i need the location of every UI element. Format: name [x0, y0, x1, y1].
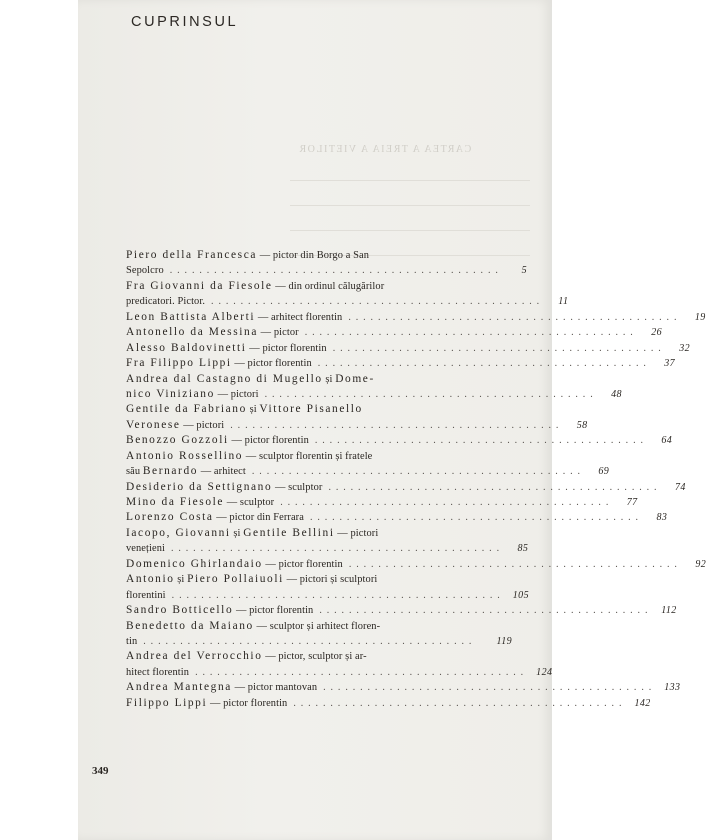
page-number: 26 — [651, 327, 663, 339]
toc-line-text — [126, 510, 304, 525]
page-number: 105 — [512, 589, 529, 601]
artist-name: Andrea del Verrocchio — [126, 650, 263, 663]
artist-description: — pictor florentin — [246, 342, 327, 354]
toc-entry — [126, 325, 663, 340]
toc-line-text — [126, 541, 165, 556]
artist-description: venețieni — [126, 543, 165, 555]
page-number: 48 — [611, 388, 622, 400]
page-title: CUPRINSUL — [131, 14, 239, 30]
dot-leader: . . . . . . . . . . . . . . . . . . . . . . . . . . . . . . . . . . . . . . . . . . . . . — [143, 635, 473, 647]
toc-line-text — [126, 372, 375, 387]
toc-entry — [126, 510, 668, 525]
dot-leader: . . . . . . . . . . . . . . . . . . . . . . . . . . . . . . . . . . . . . . . . . . . . . — [251, 466, 582, 478]
toc-line — [126, 464, 610, 479]
toc-line-text — [126, 341, 327, 356]
artist-description: — pictori și sculptori — [283, 574, 378, 586]
artist-description: — sculptor — [272, 481, 323, 493]
toc-entry — [126, 310, 706, 325]
page-number: 112 — [661, 605, 677, 617]
artist-name: Antonio — [126, 573, 175, 586]
dot-leader: . . . . . . . . . . . . . . . . . . . . . . . . . . . . . . . . . . . . . . . . . . . . . — [170, 543, 501, 555]
toc-entry — [126, 372, 622, 403]
toc-line-text — [126, 310, 342, 325]
artist-name: Desiderio da Settignano — [126, 480, 273, 493]
artist-name: Benedetto da Maiano — [126, 619, 254, 632]
artist-description: — pictor, sculptor și ar- — [262, 651, 367, 663]
dot-leader: . . . . . . . . . . . . . . . . . . . . . . . . . . . . . . . . . . . . . . . . . . . . . — [317, 358, 648, 370]
toc-line-text — [126, 294, 205, 309]
artist-name: Fra Giovanni da Fiesole — [126, 279, 273, 292]
dot-leader: . . . . . . . . . . . . . . . . . . . . . . . . . . . . . . . . . . . . . . . . . . . . . — [169, 265, 500, 277]
artist-name: Gentile Bellini — [243, 526, 335, 539]
dot-leader: . . . . . . . . . . . . . . . . . . . . . . . . . . . . . . . . . . . . . . . . . . . . . — [293, 697, 623, 709]
artist-description: — sculptor și arhitect floren- — [253, 620, 381, 632]
toc-line — [126, 341, 690, 356]
folio-number: 349 — [92, 765, 109, 777]
toc-line — [126, 402, 512, 417]
dot-leader: . . . . . . . . . . . . . . . . . . . . . . . . . . . . . . . . . . . . . . . . . . . . . — [304, 327, 635, 339]
toc-line — [126, 680, 681, 695]
artist-description: hitect florentin — [126, 666, 190, 678]
dot-leader: . . . . . . . . . . . . . . . . . . . . . . . . . . . . . . . . . . . . . . . . . . . . . — [309, 512, 640, 524]
toc-line-text — [126, 480, 322, 495]
toc-line-text — [126, 433, 309, 448]
page-number: 124 — [536, 666, 553, 678]
artist-description: — pictor — [257, 327, 299, 339]
toc-entry — [126, 603, 677, 618]
toc-line-text — [126, 263, 164, 278]
artist-name: nico Viniziano — [126, 387, 215, 400]
toc-line-text — [126, 449, 372, 464]
artist-description: predicatori. Pictor. — [126, 296, 206, 308]
artist-name: Vittore Pisanello — [259, 403, 363, 416]
page-number: 83 — [656, 512, 668, 524]
toc-line — [126, 263, 528, 278]
dot-leader: . . . . . . . . . . . . . . . . . . . . . . . . . . . . . . . . . . . . . . . . . . . . . — [195, 666, 525, 678]
artist-description: — arhitect — [198, 466, 246, 478]
toc-line-text — [126, 619, 380, 634]
toc-entry — [126, 449, 610, 480]
dot-leader: . . . . . . . . . . . . . . . . . . . . . . . . . . . . . . . . . . . . . . . . . . . . . — [280, 497, 610, 508]
toc-line-text — [126, 603, 313, 618]
toc-line-text — [126, 526, 378, 541]
artist-name: Veronese — [126, 418, 181, 431]
dot-leader: . . . . . . . . . . . . . . . . . . . . . . . . . . . . . . . . . . . . . . . . . . . . . — [319, 605, 649, 617]
toc-line — [126, 526, 512, 541]
page-number: 77 — [626, 497, 638, 508]
artist-description: — arhitect florentin — [255, 311, 343, 323]
toc-line-text — [126, 387, 259, 402]
page-number: 5 — [521, 265, 528, 277]
page-number: 37 — [664, 358, 676, 370]
toc-entry — [126, 480, 686, 495]
toc-line — [126, 572, 512, 587]
toc-line — [126, 510, 668, 525]
toc-entry — [126, 680, 681, 695]
artist-description: — pictori — [180, 419, 225, 431]
toc-line — [126, 387, 622, 402]
toc-line-text — [126, 279, 384, 294]
page-number: 74 — [674, 481, 686, 493]
toc-line-text — [126, 495, 274, 510]
toc-line-text — [126, 402, 363, 417]
toc-entry — [126, 696, 651, 711]
page-number: 11 — [558, 296, 569, 308]
artist-name: Iacopo, Giovanni — [126, 526, 231, 539]
artist-name: Piero della Francesca — [126, 249, 258, 261]
toc-line-text — [126, 634, 137, 649]
artist-description: — pictor florentin — [231, 358, 312, 370]
artist-description: și — [322, 373, 336, 385]
dot-leader: . . . . . . . . . . . . . . . . . . . . . . . . . . . . . . . . . . . . . . . . . . . . . — [314, 435, 645, 447]
artist-description: — sculptor florentin și fratele — [243, 450, 373, 462]
dot-leader: . . . . . . . . . . . . . . . . . . . . . . . . . . . . . . . . . . . . . . . . . . . . . — [328, 481, 658, 493]
toc-line — [126, 634, 512, 649]
dot-leader: . . . . . . . . . . . . . . . . . . . . . . . . . . . . . . . . . . . . . . . . . . . . . — [230, 419, 560, 431]
artist-description: florentini — [126, 589, 166, 601]
page-number: 119 — [496, 635, 512, 647]
toc-line — [126, 279, 512, 294]
toc-entry — [126, 402, 588, 433]
toc-line — [126, 372, 512, 387]
toc-line-text — [126, 680, 317, 695]
toc-line — [126, 248, 512, 263]
toc-line — [126, 480, 686, 495]
toc-entry — [126, 557, 706, 572]
bleed-through-text: CARTEA A TREIA A VIETILOR — [298, 144, 472, 155]
artist-name: Andrea Mantegna — [126, 681, 232, 694]
toc-line-text — [126, 248, 369, 263]
artist-name: Antonio Rossellino — [126, 449, 244, 462]
artist-description: — sculptor — [224, 497, 275, 508]
artist-name: Sandro Botticello — [126, 604, 234, 617]
artist-description: — pictor florentin — [262, 558, 343, 570]
toc-line — [126, 649, 512, 664]
artist-name: Domenico Ghirlandaio — [126, 557, 263, 570]
toc-line — [126, 325, 663, 340]
artist-name: Dome- — [335, 372, 375, 385]
toc-entry — [126, 356, 676, 371]
dot-leader: . . . . . . . . . . . . . . . . . . . . . . . . . . . . . . . . . . . . . . . . . . . . . — [264, 388, 594, 400]
toc-line — [126, 588, 529, 603]
toc-entry — [126, 619, 512, 650]
toc-line — [126, 310, 706, 325]
artist-description: — pictor din Ferrara — [213, 512, 304, 524]
toc-entry — [126, 649, 553, 680]
artist-description: și — [174, 574, 188, 586]
artist-name: Benozzo Gozzoli — [126, 434, 229, 447]
toc-line — [126, 294, 569, 309]
toc-entry — [126, 572, 529, 603]
dot-leader: . . . . . . . . . . . . . . . . . . . . . . . . . . . . . . . . . . . . . . . . . . . . . — [323, 682, 653, 694]
artist-name: Alesso Baldovinetti — [126, 341, 247, 354]
toc-line — [126, 619, 512, 634]
dot-leader: . . . . . . . . . . . . . . . . . . . . . . . . . . . . . . . . . . . . . . . . . . . . . — [348, 558, 679, 570]
toc-line — [126, 418, 588, 433]
artist-name: Piero Pollaiuoli — [187, 573, 284, 586]
toc-line-text — [126, 356, 312, 371]
artist-name: Lorenzo Costa — [126, 511, 214, 524]
toc-line — [126, 541, 529, 556]
artist-description: și — [230, 527, 244, 539]
toc-entry — [126, 433, 673, 448]
dot-leader: . . . . . . . . . . . . . . . . . . . . . . . . . . . . . . . . . . . . . . . . . . . . . — [332, 342, 662, 354]
toc-line — [126, 603, 677, 618]
page-number: 69 — [598, 466, 610, 478]
artist-description: — pictor mantovan — [231, 682, 318, 694]
artist-description: Sepolcro — [126, 265, 164, 277]
toc-line-text — [126, 464, 246, 479]
artist-name: Filippo Lippi — [126, 696, 208, 709]
toc-line — [126, 495, 638, 510]
artist-name: Gentile da Fabriano — [126, 403, 247, 416]
artist-name: Fra Filippo Lippi — [126, 357, 232, 370]
page-number: 64 — [661, 435, 673, 447]
toc-line — [126, 356, 676, 371]
toc-line-text — [126, 418, 224, 433]
page-number: 92 — [695, 558, 706, 570]
artist-description: și — [246, 404, 260, 416]
artist-description: — pictori — [334, 527, 379, 539]
artist-description: — pictori — [214, 388, 259, 400]
toc-entry — [126, 248, 528, 279]
toc-line-text — [126, 588, 166, 603]
toc-line — [126, 665, 553, 680]
page-number: 32 — [679, 342, 690, 354]
page-number: 133 — [664, 682, 681, 694]
toc-line — [126, 433, 673, 448]
toc-line-text — [126, 665, 189, 680]
artist-description: tin — [126, 635, 138, 647]
dot-leader: . . . . . . . . . . . . . . . . . . . . . . . . . . . . . . . . . . . . . . . . . . . . . — [171, 589, 501, 601]
page-number: 19 — [694, 311, 706, 323]
artist-name: Antonello da Messina — [126, 326, 258, 339]
artist-description: său — [126, 466, 143, 478]
artist-description: — din ordinul călugărilor — [272, 280, 385, 292]
artist-name: Andrea dal Castagno di Mugello — [126, 372, 323, 385]
toc-entry — [126, 526, 529, 557]
toc-line-text — [126, 572, 377, 587]
artist-description: — pictor din Borgo a San — [257, 250, 369, 261]
artist-name: Mino da Fiesole — [126, 496, 225, 508]
toc-entry — [126, 495, 638, 510]
dot-leader: . . . . . . . . . . . . . . . . . . . . . . . . . . . . . . . . . . . . . . . . . . . . . — [211, 296, 541, 308]
toc-entry — [126, 279, 569, 310]
artist-description: — pictor florentin — [233, 605, 314, 617]
page-number: 142 — [634, 697, 651, 709]
toc-line-text — [126, 325, 299, 340]
toc-line-text — [126, 696, 287, 711]
toc-line-text — [126, 557, 343, 572]
artist-description: — pictor florentin — [207, 697, 288, 709]
toc-line-text — [126, 649, 367, 664]
page-number: 85 — [517, 543, 529, 555]
toc-entry — [126, 341, 690, 356]
artist-description: — pictor florentin — [228, 435, 309, 447]
page-number: 58 — [576, 419, 588, 431]
toc-line — [126, 557, 706, 572]
toc-line — [126, 449, 512, 464]
table-of-contents — [126, 248, 706, 711]
dot-leader: . . . . . . . . . . . . . . . . . . . . . . . . . . . . . . . . . . . . . . . . . . . . . — [348, 311, 678, 323]
artist-name: Leon Battista Alberti — [126, 310, 256, 323]
artist-name: Bernardo — [142, 465, 199, 478]
toc-line — [126, 696, 651, 711]
